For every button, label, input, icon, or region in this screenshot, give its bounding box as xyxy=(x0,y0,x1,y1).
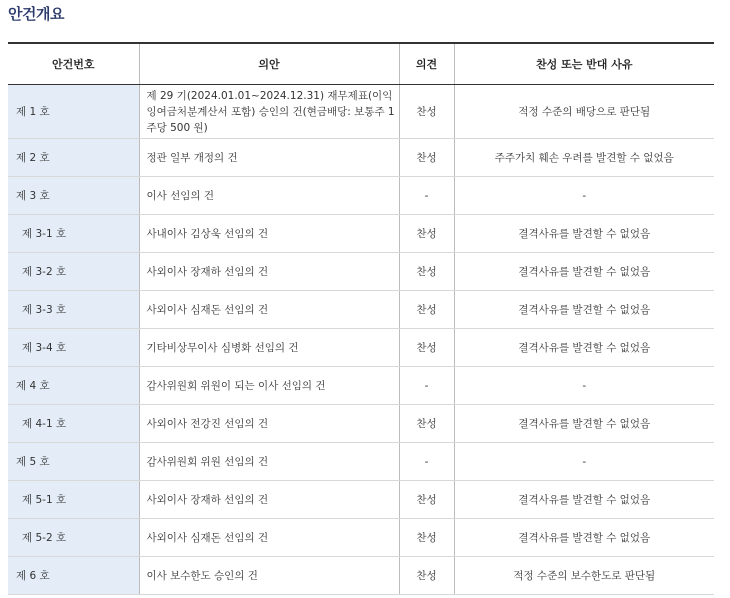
agenda-title: 사외이사 전강진 선임의 건 xyxy=(139,405,399,443)
table-row xyxy=(8,405,714,443)
opinion: 찬성 xyxy=(399,481,454,519)
reason: 결격사유를 발견할 수 없었음 xyxy=(454,253,714,291)
agenda-title: 이사 선임의 건 xyxy=(139,177,399,215)
opinion: - xyxy=(399,443,454,481)
opinion: - xyxy=(399,177,454,215)
table-row xyxy=(8,519,714,557)
header-reason: 찬성 또는 반대 사유 xyxy=(454,43,714,85)
opinion: 찬성 xyxy=(399,291,454,329)
opinion: 찬성 xyxy=(399,405,454,443)
reason: 결격사유를 발견할 수 없었음 xyxy=(454,519,714,557)
reason: - xyxy=(454,177,714,215)
reason: 적정 수준의 보수한도로 판단됨 xyxy=(454,557,714,595)
agenda-title: 사외이사 장재하 선임의 건 xyxy=(139,481,399,519)
table-header-row xyxy=(8,43,714,85)
reason: - xyxy=(454,443,714,481)
agenda-title: 기타비상무이사 심병화 선임의 건 xyxy=(139,329,399,367)
table-row xyxy=(8,367,714,405)
header-agenda: 의안 xyxy=(139,43,399,85)
agenda-title: 사외이사 심재돈 선임의 건 xyxy=(139,291,399,329)
opinion: 찬성 xyxy=(399,139,454,177)
reason: 주주가치 훼손 우려를 발견할 수 없었음 xyxy=(454,139,714,177)
opinion: 찬성 xyxy=(399,85,454,139)
agenda-no: 제 3-3 호 xyxy=(8,291,139,329)
agenda-title: 감사위원회 위원 선임의 건 xyxy=(139,443,399,481)
agenda-no: 제 4 호 xyxy=(8,367,139,405)
reason: 적정 수준의 배당으로 판단됨 xyxy=(454,85,714,139)
agenda-no: 제 3-2 호 xyxy=(8,253,139,291)
agenda-no: 제 4-1 호 xyxy=(8,405,139,443)
agenda-no: 제 3-4 호 xyxy=(8,329,139,367)
opinion: 찬성 xyxy=(399,215,454,253)
agenda-title: 이사 보수한도 승인의 건 xyxy=(139,557,399,595)
table-row xyxy=(8,557,714,595)
agenda-title: 감사위원회 위원이 되는 이사 선임의 건 xyxy=(139,367,399,405)
agenda-title: 정관 일부 개정의 건 xyxy=(139,139,399,177)
table-row xyxy=(8,139,714,177)
table-row xyxy=(8,443,714,481)
agenda-no: 제 5 호 xyxy=(8,443,139,481)
table-row xyxy=(8,329,714,367)
opinion: 찬성 xyxy=(399,557,454,595)
reason: - xyxy=(454,367,714,405)
agenda-no: 제 3 호 xyxy=(8,177,139,215)
agenda-no: 제 6 호 xyxy=(8,557,139,595)
reason: 결격사유를 발견할 수 없었음 xyxy=(454,405,714,443)
agenda-no: 제 5-1 호 xyxy=(8,481,139,519)
reason: 결격사유를 발견할 수 없었음 xyxy=(454,329,714,367)
table-row xyxy=(8,481,714,519)
agenda-no: 제 1 호 xyxy=(8,85,139,139)
agenda-table xyxy=(8,42,714,595)
reason: 결격사유를 발견할 수 없었음 xyxy=(454,215,714,253)
table-row xyxy=(8,215,714,253)
agenda-title: 사내이사 김상욱 선임의 건 xyxy=(139,215,399,253)
table-row xyxy=(8,253,714,291)
opinion: 찬성 xyxy=(399,519,454,557)
table-row xyxy=(8,85,714,139)
agenda-title: 사외이사 장재하 선임의 건 xyxy=(139,253,399,291)
header-opinion: 의견 xyxy=(399,43,454,85)
table-row xyxy=(8,177,714,215)
opinion: - xyxy=(399,367,454,405)
agenda-no: 제 3-1 호 xyxy=(8,215,139,253)
agenda-no: 제 5-2 호 xyxy=(8,519,139,557)
opinion: 찬성 xyxy=(399,253,454,291)
opinion: 찬성 xyxy=(399,329,454,367)
reason: 결격사유를 발견할 수 없었음 xyxy=(454,481,714,519)
header-agenda-no: 안건번호 xyxy=(8,43,139,85)
agenda-title: 사외이사 심재돈 선임의 건 xyxy=(139,519,399,557)
reason: 결격사유를 발견할 수 없었음 xyxy=(454,291,714,329)
agenda-title: 제 29 기(2024.01.01~2024.12.31) 재무제표(이익잉여금처분계산서 포함) 승인의 건(현금배당: 보통주 1 주당 500 원) xyxy=(139,85,399,139)
table-row xyxy=(8,291,714,329)
agenda-no: 제 2 호 xyxy=(8,139,139,177)
page-title: 안건개요 xyxy=(8,5,64,23)
